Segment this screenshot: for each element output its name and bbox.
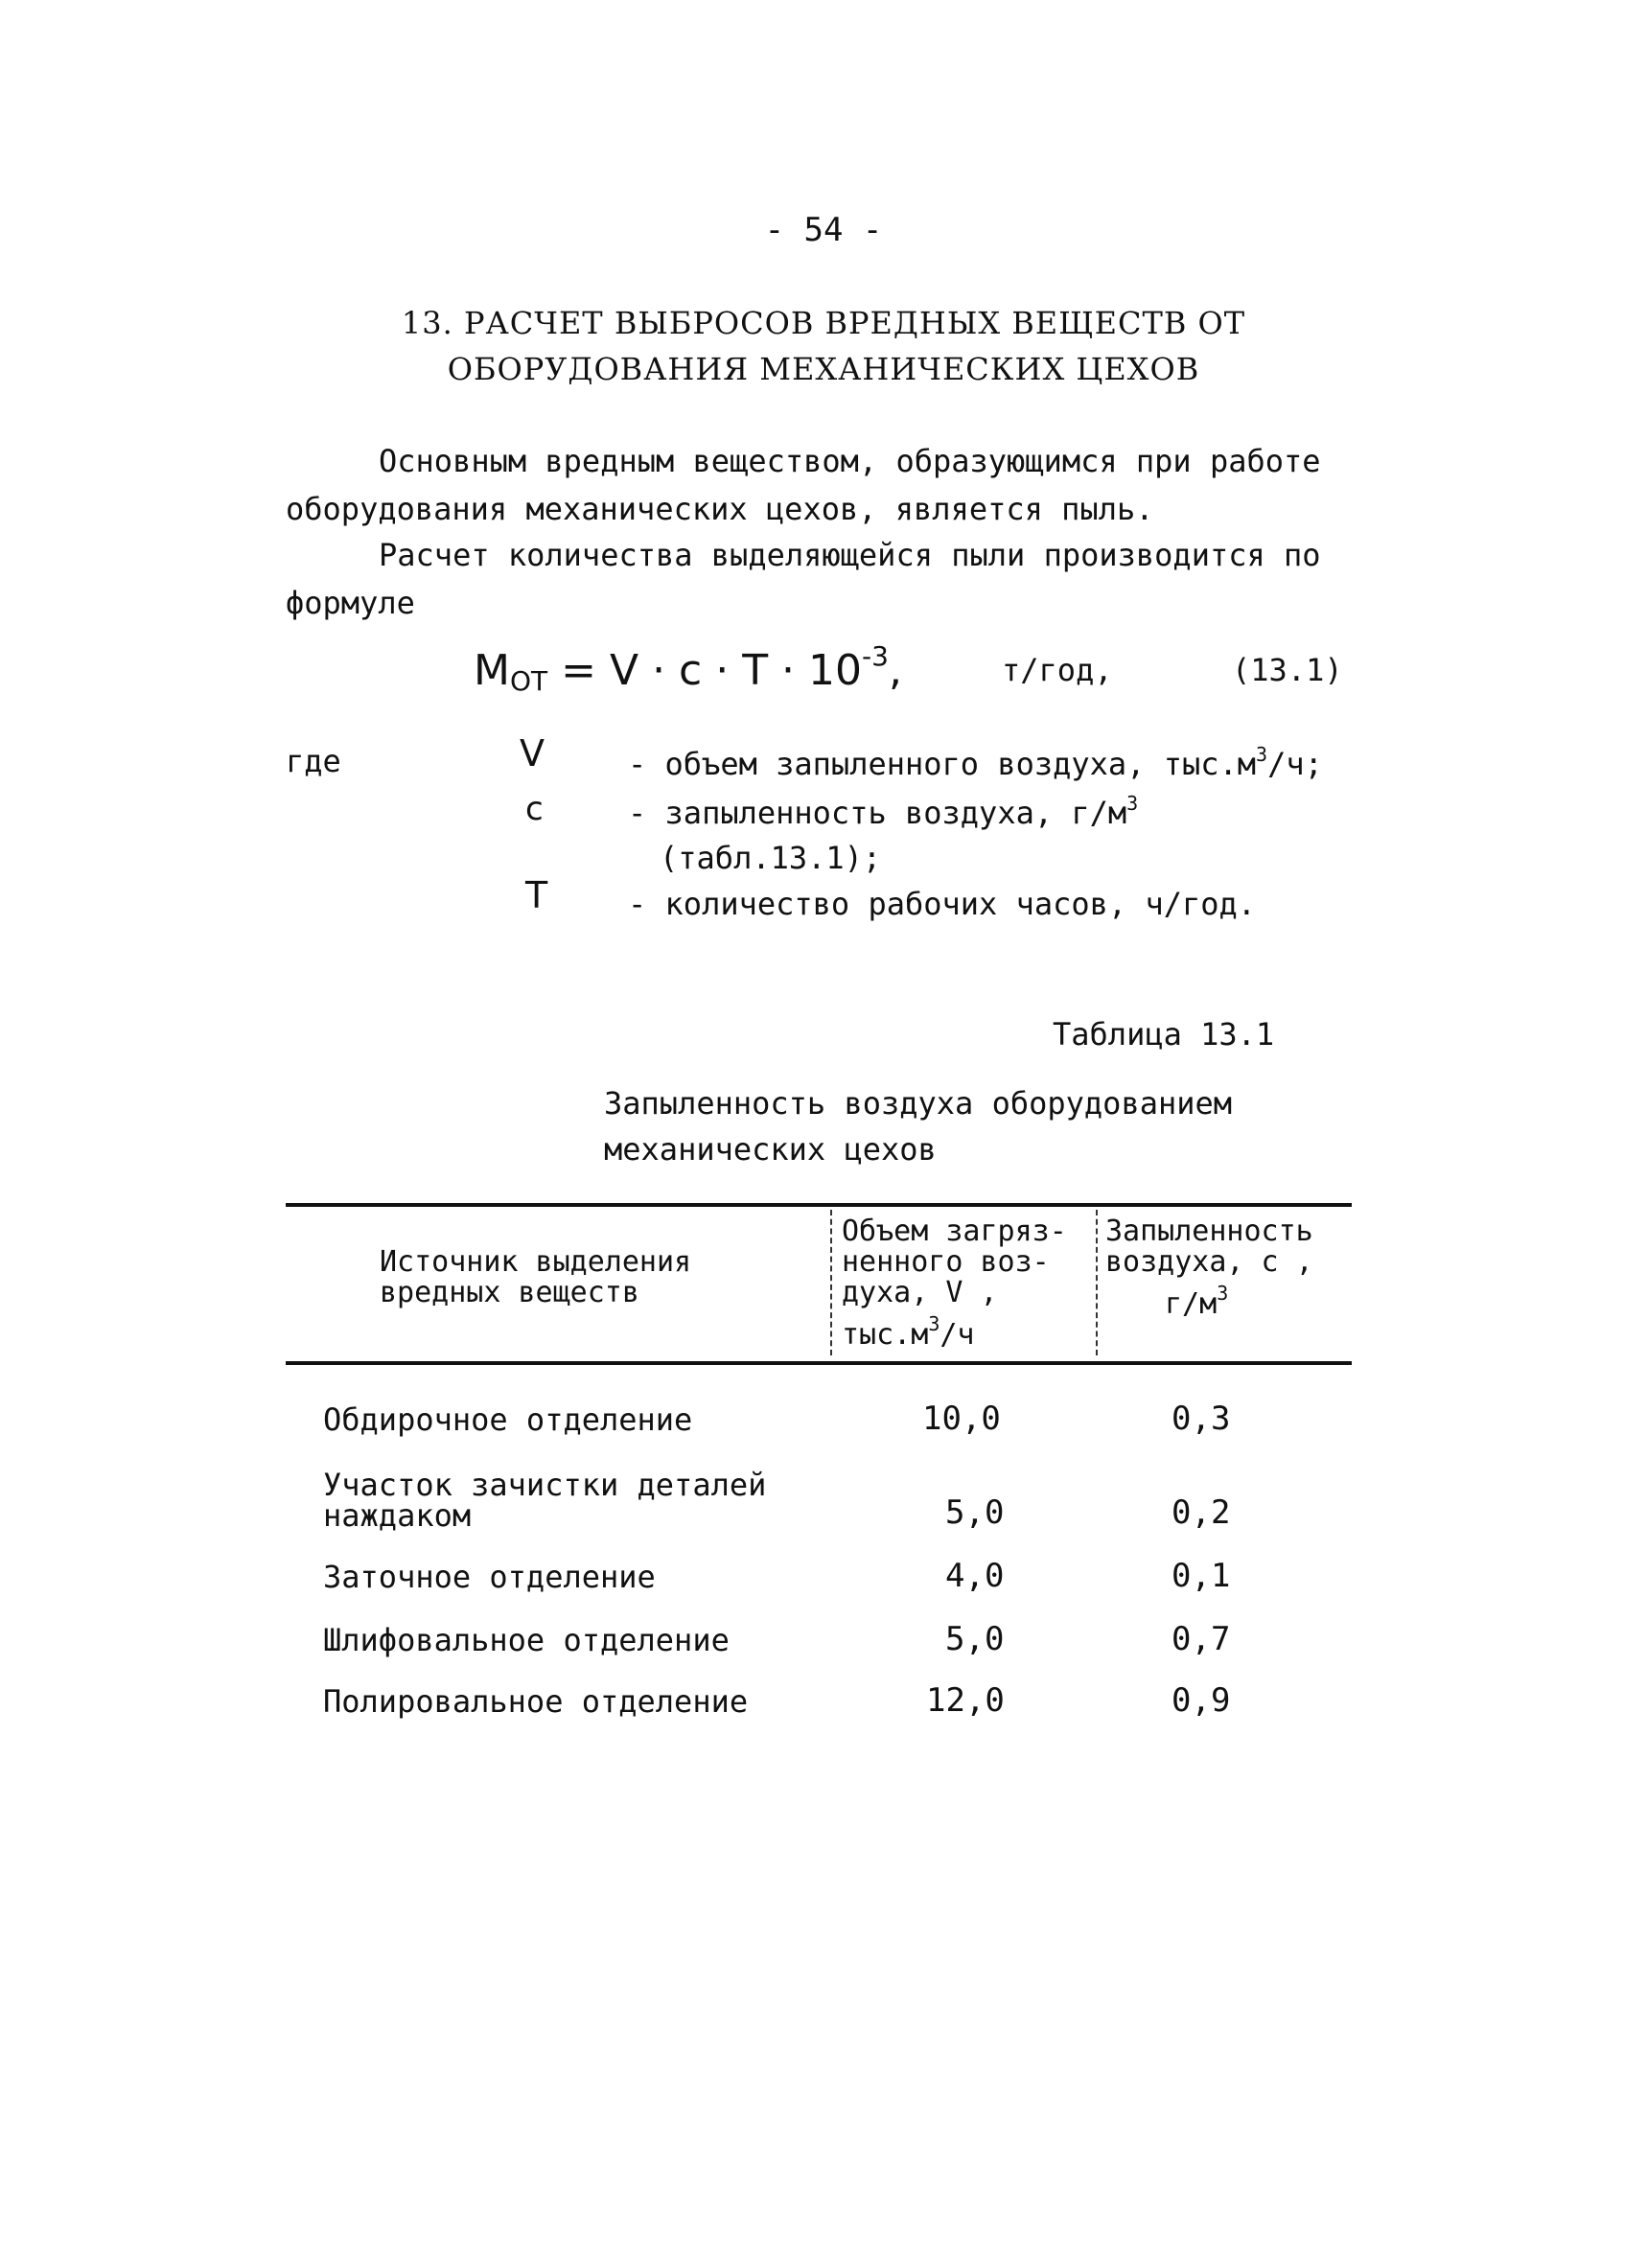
header-dust-line1: Запыленность [1105,1215,1313,1248]
table-row-3-dust: 0,1 [1171,1557,1231,1595]
var-symbol-t: T [525,874,548,916]
formula-rhs: = V · c · T · 10 [561,646,863,695]
table-row-5-source: Полировальное отделение [323,1683,749,1720]
formula-exponent: -3 [862,640,889,672]
var-desc-t: - количество рабочих часов, ч/год. [628,886,1257,922]
formula [474,640,902,697]
table-row-2-source-line2: наждаком [323,1497,472,1534]
section-heading-line1: 13. РАСЧЕТ ВЫБРОСОВ ВРЕДНЫХ ВЕЩЕСТВ ОТ [401,305,1246,341]
var-symbol-v: V [520,732,545,775]
table-row-4-volume: 5,0 [945,1620,1005,1658]
table-row-3-volume: 4,0 [945,1557,1005,1595]
table-row-5-dust: 0,9 [1171,1681,1231,1720]
table-top-rule [286,1203,1352,1207]
paragraph-1-line2: оборудования механических цехов, является пыль. [286,491,1154,527]
var-symbol-c: c [525,790,544,828]
var-desc-c-line2: (табл.13.1); [660,840,882,876]
table-label: Таблица 13.1 [1053,1016,1275,1053]
paragraph-2-line1: Расчет количества выделяющейся пыли производится по [379,537,1321,573]
page-number: - 54 - [764,211,883,249]
table-title-line2: механических цехов [604,1131,937,1168]
formula-number: (13.1) [1232,652,1343,688]
header-dust-line3: $г/м^3$ [1165,1282,1229,1321]
formula-lhs-sub: OT [509,665,548,697]
table-row-4-dust: 0,7 [1171,1620,1231,1658]
header-source-line1: Источник выделения [380,1245,692,1279]
formula-tail: , [888,646,902,695]
column-separator-2 [1096,1210,1098,1355]
var-desc-c: - запыленность воздуха, $г/м^3$ [628,792,1139,831]
table-row-2-dust: 0,2 [1171,1493,1231,1532]
var-desc-v: - объем запыленного воздуха, $тыс.м^3/ч$; [628,743,1323,782]
header-volume-line4: $тыс.м^3/ч$ [842,1312,975,1352]
table-row-2-volume: 5,0 [945,1493,1005,1532]
table-row-1-volume: 10,0 [922,1400,1001,1438]
column-separator-1 [830,1210,832,1355]
paragraph-2-line2: формуле [286,585,415,621]
table-row-4-source: Шлифовальное отделение [323,1622,730,1658]
where-label: где [286,743,341,779]
table-row-5-volume: 12,0 [926,1681,1005,1720]
header-source-line2: вредных веществ [380,1276,639,1309]
table-row-1-dust: 0,3 [1171,1400,1231,1438]
formula-unit: т/год, [1002,652,1113,688]
table-row-2-source: Участок зачистки деталей [323,1467,767,1503]
table-row-3-source: Заточное отделение [323,1559,656,1595]
header-volume-line1: Объем загряз- [842,1215,1067,1248]
table-row-1-source: Обдирочное отделение [323,1401,693,1438]
table-header-rule [286,1361,1352,1365]
formula-lhs: M [474,646,510,695]
header-dust-line2: воздуха, с , [1105,1245,1313,1279]
table-title-line1: Запыленность воздуха оборудованием [604,1085,1233,1122]
header-volume-line2: ненного воз- [842,1245,1050,1279]
section-heading-line2: ОБОРУДОВАНИЯ МЕХАНИЧЕСКИХ ЦЕХОВ [447,351,1200,387]
paragraph-1-line1: Основным вредным веществом, образующимся при работе [379,443,1321,479]
header-volume-line3: духа, V , [842,1276,998,1309]
